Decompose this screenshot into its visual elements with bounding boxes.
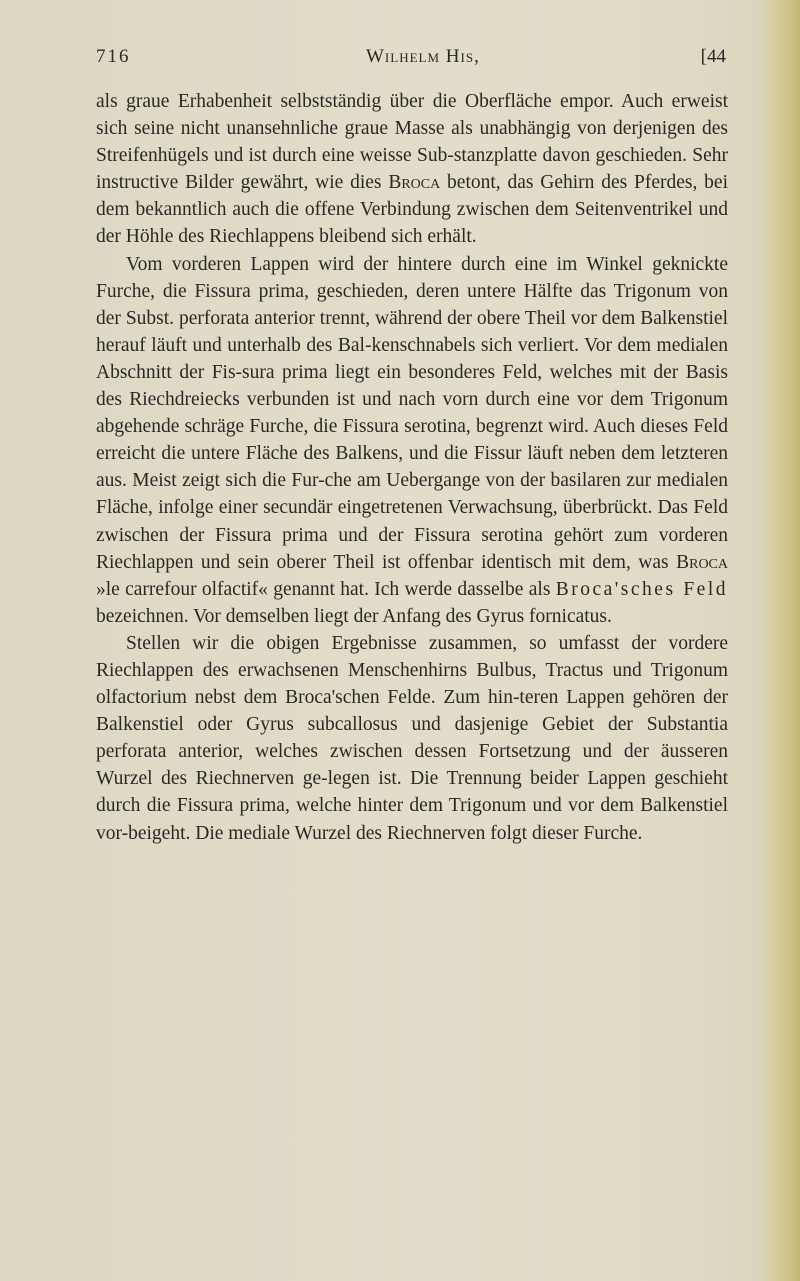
emphasis-text: Broca [676, 551, 728, 573]
text-run: bezeichnen. Vor demselben liegt der Anfang des Gyrus fornicatus. [96, 605, 612, 627]
text-run: betont, das Gehirn des Pferdes, bei dem bekanntlich auch die offene Verbindung zwischen dem Seitenventrikel und der Höhle des Riechlappens bleibend sich erhält. [96, 172, 728, 248]
text-run: als graue Erhabenheit selbstständig über die Oberfläche empor. Auch erweist sich seine nicht unansehnliche graue Masse als unabhängig von derjenigen des Streifenhügels und ist durch eine weisse Sub-stanzplatte davon geschieden. Sehr instructive Bilder gewährt, wie dies [96, 91, 728, 194]
paragraph [96, 251, 728, 630]
page-number: 716 [96, 46, 131, 67]
page-edge-shadow [760, 0, 800, 1281]
body-text [96, 88, 728, 847]
section-mark: [44 [700, 46, 726, 67]
running-title: Wilhelm His, [366, 46, 480, 67]
paragraph [96, 88, 728, 251]
paragraph [96, 630, 728, 847]
emphasis-text: Broca [388, 172, 441, 194]
text-run: Vom vorderen Lappen wird der hintere durch eine im Winkel geknickte Furche, die Fissura prima, geschieden, deren untere Hälfte das Trigonum von der Subst. perforata anterior trennt, während der obere Theil vor dem Balkenstiel herauf läuft und unterhalb des Bal-kenschnabels sich verliert. Vor dem medialen Abschnitt der Fis-sura prima liegt ein besonderes Feld, welches mit der Basis des Riechdreiecks verbunden ist und nach vorn durch eine vor dem Trigonum abgehende schräge Furche, die Fissura serotina, begrenzt wird. Auch dieses Feld erreicht die untere Fläche des Balkens, und die Fissur läuft neben dem letzteren aus. Meist zeigt sich die Fur-che am Uebergange von der basilaren zur medialen Fläche, infolge einer secundär eingetretenen Verwachsung, überbrückt. Das Feld zwischen der Fissura prima und der Fissura serotina gehört zum vorderen Riechlappen und sein oberer Theil ist offenbar identisch mit dem, was [96, 253, 728, 573]
text-run: Stellen wir die obigen Ergebnisse zusammen, so umfasst der vordere Riechlappen des erwachsenen Menschenhirns Bulbus, Tractus und Trigonum olfactorium nebst dem Broca'schen Felde. Zum hin-teren Lappen gehören der Balkenstiel oder Gyrus subcallosus und dasjenige Gebiet der Substantia perforata anterior, welches zwischen dessen Fortsetzung und der äusseren Wurzel des Riechnerven ge-legen ist. Die Trennung beider Lappen geschieht durch die Fissura prima, welche hinter dem Trigonum und vor dem Balkenstiel vor-beigeht. Die mediale Wurzel des Riechnerven folgt dieser Furche. [96, 632, 728, 844]
text-run: »le carrefour olfactif« genannt hat. Ich werde dasselbe als [96, 578, 556, 600]
running-header [96, 46, 726, 76]
emphasis-text: Broca'sches Feld [555, 578, 728, 600]
